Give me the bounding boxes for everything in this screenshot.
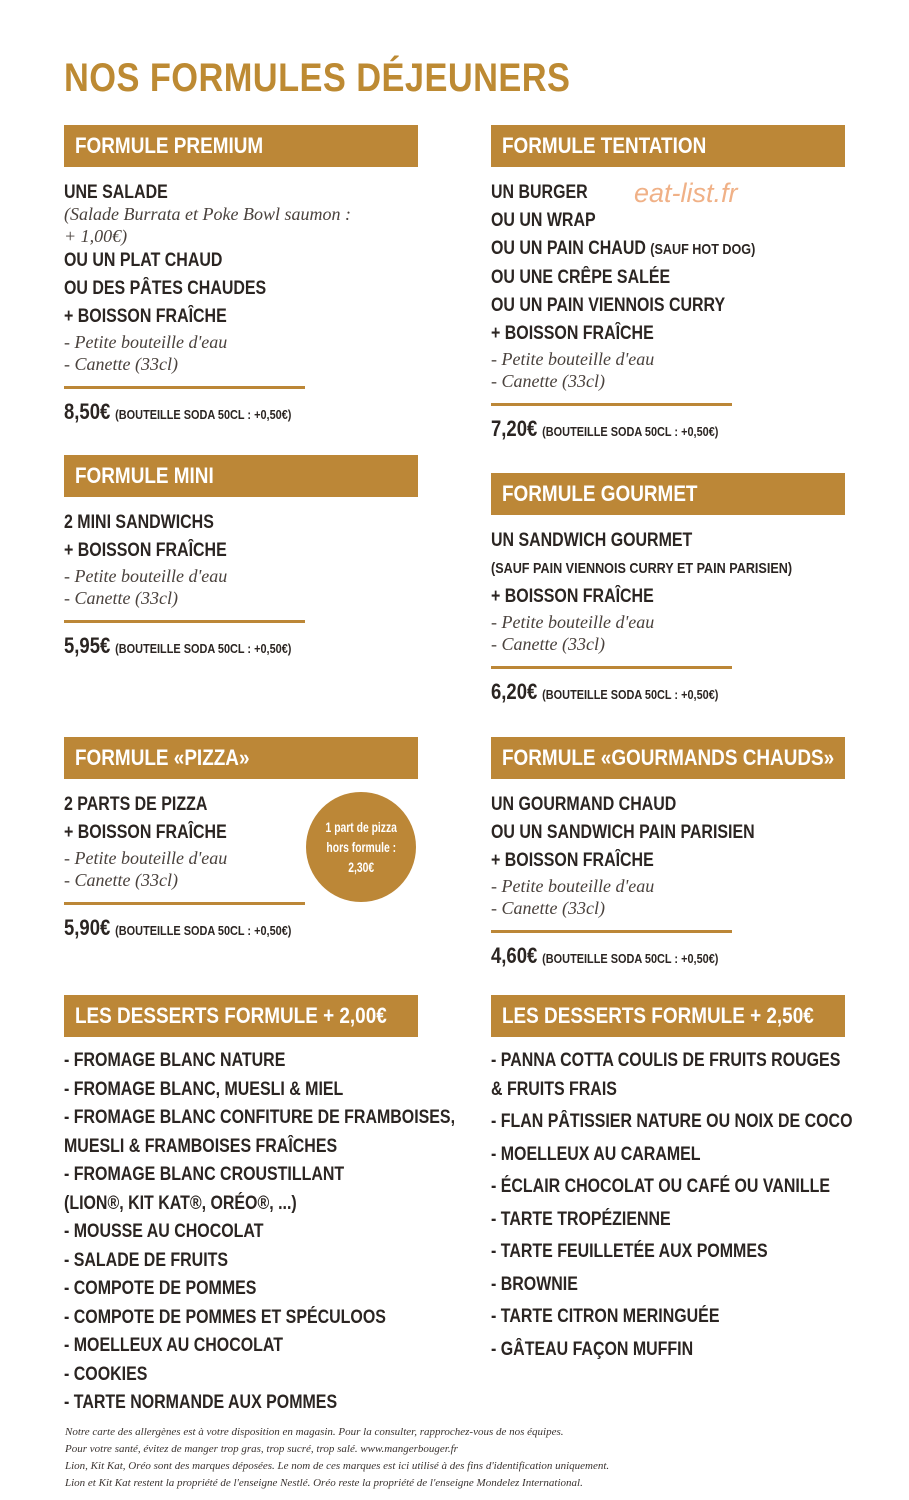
watermark: eat-list.fr [634, 178, 738, 208]
separator [64, 620, 305, 623]
dessert-item: - FROMAGE BLANC, MUESLI & MIEL [64, 1078, 344, 1100]
drink-option: - Petite bouteille d'eau [491, 876, 655, 896]
footer-line: Lion et Kit Kat restent la propriété de l'enseigne Nestlé. Oréo reste la propriété de l'enseigne Mondelez International. [65, 1477, 583, 1489]
dessert-item: - SALADE DE FRUITS [64, 1249, 229, 1271]
formula-mini [64, 455, 424, 663]
salad-note: + 1,00€) [64, 226, 128, 246]
dessert-item: - TARTE NORMANDE AUX POMMES [64, 1392, 338, 1413]
menu-line: OU UN PAIN CHAUD (SAUF HOT DOG) [491, 238, 756, 259]
menu-line: OU UN PLAT CHAUD [64, 250, 223, 271]
formula-header: FORMULE TENTATION [491, 125, 845, 167]
footer-line: Notre carte des allergènes est à votre disposition en magasin. Pour la consulter, rapprochez-vous de nos équipes. [65, 1426, 564, 1438]
dessert-item: - ÉCLAIR CHOCOLAT OU CAFÉ OU VANILLE [491, 1176, 830, 1197]
formula-header: FORMULE MINI [64, 455, 418, 497]
legal-footer [65, 1424, 885, 1492]
page-title: NOS FORMULES DÉJEUNERS [64, 56, 571, 100]
formula-price: 7,20€ (BOUTEILLE SODA 50CL : +0,50€) [491, 416, 719, 441]
dessert-item: - COMPOTE DE POMMES [64, 1278, 257, 1299]
menu-line: + BOISSON FRAÎCHE [64, 540, 227, 561]
formula-header: FORMULE GOURMET [491, 473, 845, 515]
dessert-item: - FROMAGE BLANC CONFITURE DE FRAMBOISES, [64, 1107, 456, 1128]
formula-tentation [491, 125, 851, 446]
formula-price: 6,20€ (BOUTEILLE SODA 50CL : +0,50€) [491, 679, 719, 704]
desserts-header: LES DESSERTS FORMULE + 2,50€ [491, 995, 845, 1037]
menu-line: + BOISSON FRAÎCHE [491, 850, 654, 871]
dessert-item: - FLAN PÂTISSIER NATURE OU NOIX DE COCO [491, 1111, 853, 1132]
drink-option: - Canette (33cl) [491, 371, 605, 391]
dessert-item: - MOUSSE AU CHOCOLAT [64, 1221, 264, 1242]
menu-line: + BOISSON FRAÎCHE [491, 586, 654, 607]
separator [491, 666, 732, 669]
drink-option: - Petite bouteille d'eau [64, 332, 228, 352]
formula-price: 8,50€ (BOUTEILLE SODA 50CL : +0,50€) [64, 399, 292, 424]
dessert-item: - MOELLEUX AU CHOCOLAT [64, 1335, 283, 1356]
dessert-item: - FROMAGE BLANC CROUSTILLANT [64, 1164, 345, 1185]
drink-option: - Canette (33cl) [491, 634, 605, 654]
menu-line: 2 MINI SANDWICHS [64, 512, 214, 533]
drink-option: - Canette (33cl) [491, 898, 605, 918]
dessert-item: - MOELLEUX AU CARAMEL [491, 1143, 701, 1165]
menu-line: + BOISSON FRAÎCHE [64, 822, 227, 843]
menu-line: + BOISSON FRAÎCHE [491, 323, 654, 344]
dessert-item: - COMPOTE DE POMMES ET SPÉCULOOS [64, 1306, 386, 1328]
dessert-item: - COOKIES [64, 1363, 148, 1385]
menu-line: UN GOURMAND CHAUD [491, 794, 677, 815]
menu-line: OU UN PAIN VIENNOIS CURRY [491, 295, 726, 316]
menu-line: UN BURGER [491, 182, 588, 203]
menu-line: + BOISSON FRAÎCHE [64, 306, 227, 327]
drink-option: - Petite bouteille d'eau [64, 848, 228, 868]
separator [64, 386, 305, 389]
dessert-item: - FROMAGE BLANC NATURE [64, 1050, 286, 1071]
desserts-header: LES DESSERTS FORMULE + 2,00€ [64, 995, 418, 1037]
dessert-item: - TARTE TROPÉZIENNE [491, 1208, 671, 1230]
menu-line: OU DES PÂTES CHAUDES [64, 278, 267, 299]
pizza-extra-badge: 1 part de pizza hors formule : 2,30€ [306, 792, 416, 902]
menu-line: OU UNE CRÊPE SALÉE [491, 267, 671, 288]
menu-line: UN SANDWICH GOURMET [491, 530, 693, 551]
dessert-item: - GÂTEAU FAÇON MUFFIN [491, 1338, 694, 1360]
desserts-left [64, 995, 484, 1418]
drink-option: - Petite bouteille d'eau [491, 612, 655, 632]
formula-gourmet [491, 473, 851, 709]
footer-line: Pour votre santé, évitez de manger trop gras, trop sucré, trop salé. www.mangerbouger.fr [65, 1443, 458, 1455]
drink-option: - Canette (33cl) [64, 354, 178, 374]
separator [491, 403, 732, 406]
dessert-item: MUESLI & FRAMBOISES FRAÎCHES [64, 1135, 338, 1157]
formula-price: 5,90€ (BOUTEILLE SODA 50CL : +0,50€) [64, 915, 292, 940]
separator [64, 902, 305, 905]
menu-line: (SAUF PAIN VIENNOIS CURRY ET PAIN PARISIEN) [491, 560, 793, 577]
dessert-item: - PANNA COTTA COULIS DE FRUITS ROUGES [491, 1050, 841, 1071]
salad-note: (Salade Burrata et Poke Bowl saumon : [64, 204, 351, 224]
formula-price: 4,60€ (BOUTEILLE SODA 50CL : +0,50€) [491, 943, 719, 968]
drink-option: - Petite bouteille d'eau [64, 566, 228, 586]
dessert-item: & FRUITS FRAIS [491, 1078, 617, 1100]
formula-header: FORMULE PREMIUM [64, 125, 418, 167]
drink-option: - Canette (33cl) [64, 870, 178, 890]
dessert-item: - TARTE FEUILLETÉE AUX POMMES [491, 1241, 768, 1262]
formula-header: FORMULE «GOURMANDS CHAUDS» [491, 737, 845, 779]
formula-header: FORMULE «PIZZA» [64, 737, 418, 779]
separator [491, 930, 732, 933]
formula-price: 5,95€ (BOUTEILLE SODA 50CL : +0,50€) [64, 633, 292, 658]
formula-gourmands-chauds [491, 737, 851, 973]
dessert-item: - BROWNIE [491, 1273, 578, 1295]
menu-line: 2 PARTS DE PIZZA [64, 794, 208, 815]
drink-option: - Canette (33cl) [64, 588, 178, 608]
dessert-item: (LION®, KIT KAT®, ORÉO®, ...) [64, 1192, 297, 1214]
formula-premium [64, 125, 424, 429]
menu-line: OU UN WRAP [491, 210, 596, 231]
desserts-right [491, 995, 891, 1364]
footer-line: Lion, Kit Kat, Oréo sont des marques déposées. Le nom de ces marques est ici utilisé à des fins d'identification uniquement. [65, 1460, 610, 1472]
dessert-item: - TARTE CITRON MERINGUÉE [491, 1306, 720, 1327]
menu-line: UNE SALADE [64, 182, 168, 203]
drink-option: - Petite bouteille d'eau [491, 349, 655, 369]
menu-line: OU UN SANDWICH PAIN PARISIEN [491, 822, 755, 843]
